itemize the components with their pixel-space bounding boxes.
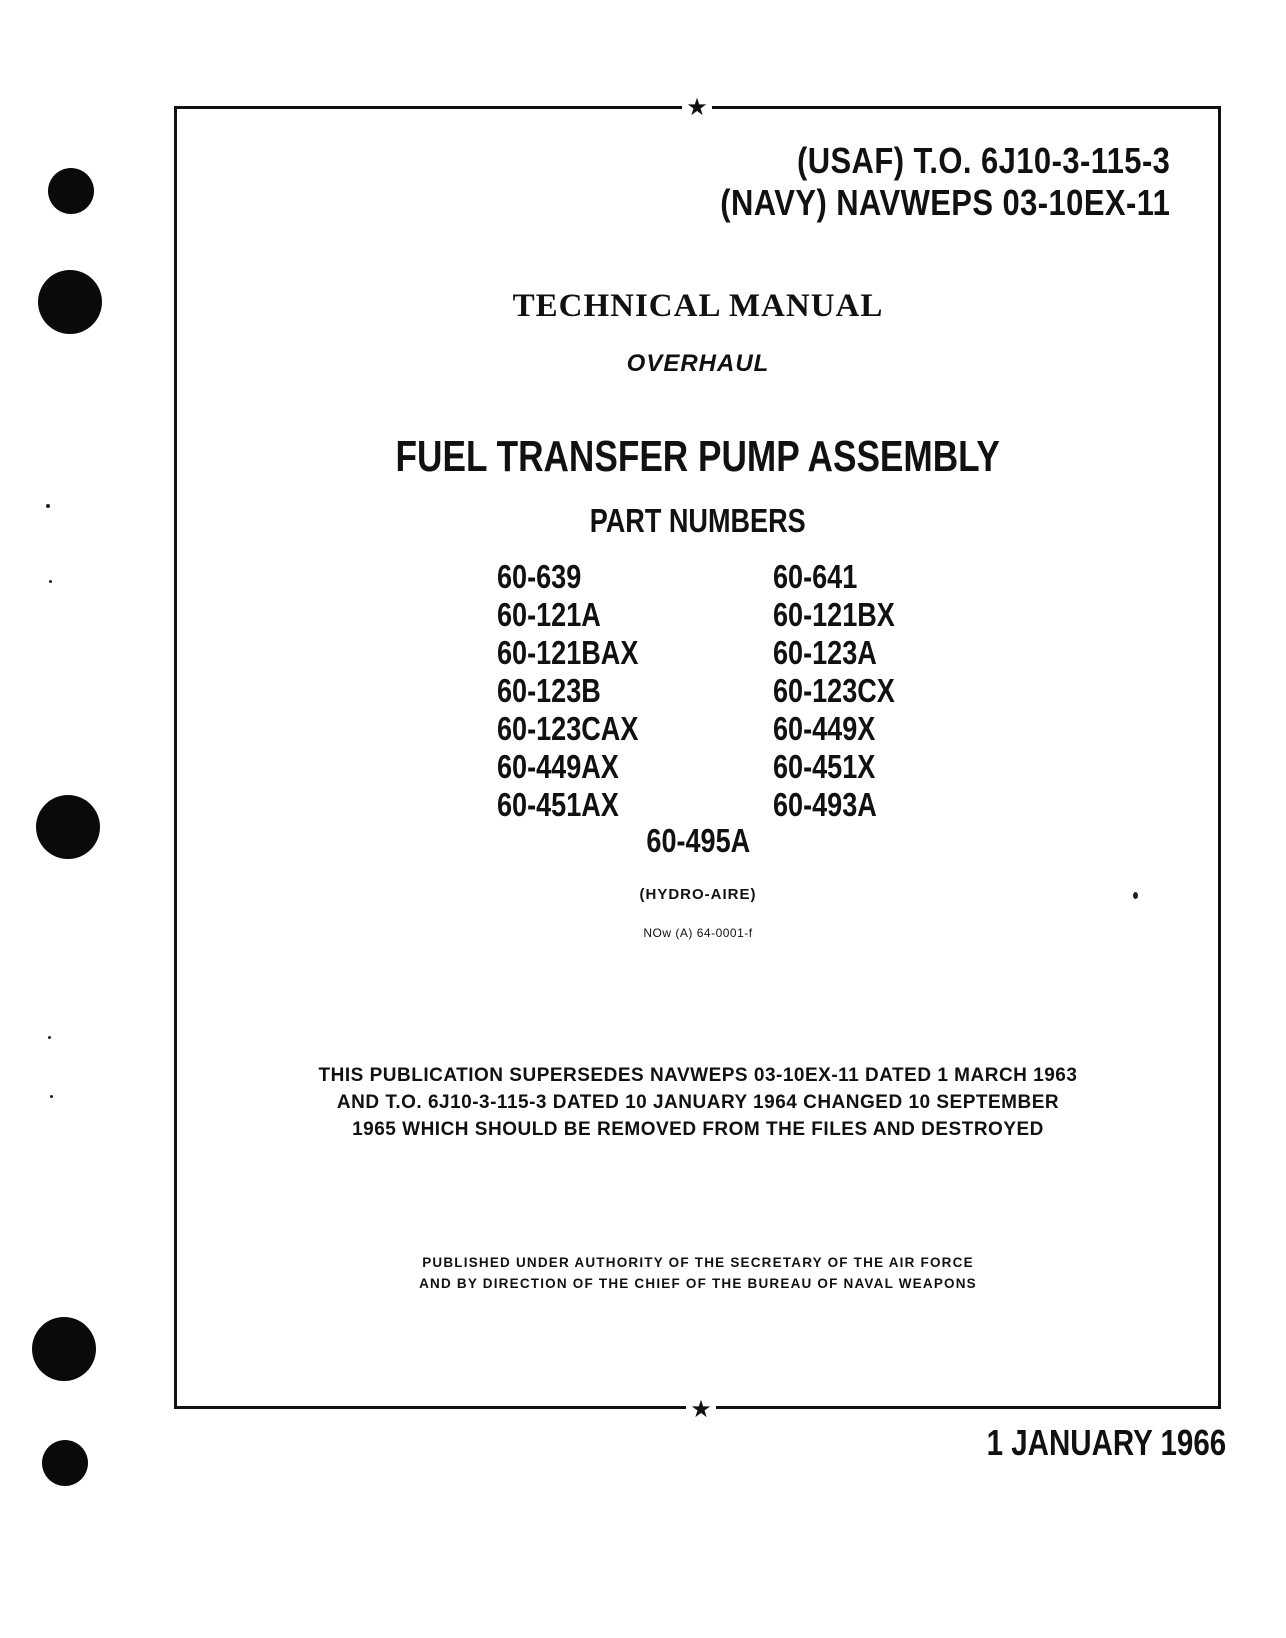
supersede-line: AND T.O. 6J10-3-115-3 DATED 10 JANUARY 1964 CHANGED 10 SEPTEMBER xyxy=(336,1092,1060,1113)
part-numbers-heading-text: PART NUMBERS xyxy=(590,502,806,539)
supersede-line: THIS PUBLICATION SUPERSEDES NAVWEPS 03-10EX-11 DATED 1 MARCH 1963 xyxy=(318,1065,1078,1086)
scan-speck xyxy=(48,1036,51,1039)
supersede-line: 1965 WHICH SHOULD BE REMOVED FROM THE FILES AND DESTROYED xyxy=(352,1119,1044,1140)
part-number: 60-121BAX xyxy=(497,634,639,671)
part-number: 60-641 xyxy=(773,558,858,595)
page-title-text: FUEL TRANSFER PUMP ASSEMBLY xyxy=(395,432,1001,481)
manufacturer: (HYDRO-AIRE) xyxy=(639,886,757,903)
part-number: 60-123A xyxy=(773,634,877,671)
usaf-document-number: (USAF) T.O. 6J10-3-115-3 xyxy=(796,140,1170,181)
part-number: 60-449X xyxy=(773,710,876,747)
punch-hole xyxy=(32,1317,96,1381)
publication-date xyxy=(934,1422,1226,1464)
part-number: 60-121A xyxy=(497,596,601,633)
part-number-center xyxy=(0,822,1286,860)
part-number: 60-123B xyxy=(497,672,601,709)
publication-date-text: 1 JANUARY 1966 xyxy=(986,1422,1226,1463)
manual-subtype: OVERHAUL xyxy=(626,350,770,377)
punch-hole xyxy=(42,1440,88,1486)
part-number: 60-449AX xyxy=(497,748,619,785)
star-icon: ★ xyxy=(682,94,712,120)
part-number: 60-639 xyxy=(497,558,582,595)
document-numbers xyxy=(647,140,1170,224)
authority-line: PUBLISHED UNDER AUTHORITY OF THE SECRETARY OF THE AIR FORCE xyxy=(422,1255,974,1270)
punch-hole xyxy=(48,168,94,214)
part-number: 60-123CX xyxy=(773,672,895,709)
scan-speck xyxy=(49,580,52,583)
star-icon: ★ xyxy=(686,1396,716,1422)
navy-document-number: (NAVY) NAVWEPS 03-10EX-11 xyxy=(719,182,1170,223)
part-number: 60-495A xyxy=(646,822,750,859)
part-number: 60-123CAX xyxy=(497,710,639,747)
part-number: 60-121BX xyxy=(773,596,895,633)
manual-type: TECHNICAL MANUAL xyxy=(512,288,884,324)
authority-line: AND BY DIRECTION OF THE CHIEF OF THE BUREAU OF NAVAL WEAPONS xyxy=(419,1276,977,1291)
part-number: 60-451X xyxy=(773,748,876,785)
part-number: 60-493A xyxy=(773,786,877,823)
part-number: 60-451AX xyxy=(497,786,619,823)
publication-authority xyxy=(0,1252,1286,1294)
contract-number: NOw (A) 64-0001-f xyxy=(643,926,753,940)
supersede-notice xyxy=(0,1062,1286,1143)
part-numbers-heading xyxy=(0,502,1286,540)
page-title xyxy=(0,432,1286,482)
